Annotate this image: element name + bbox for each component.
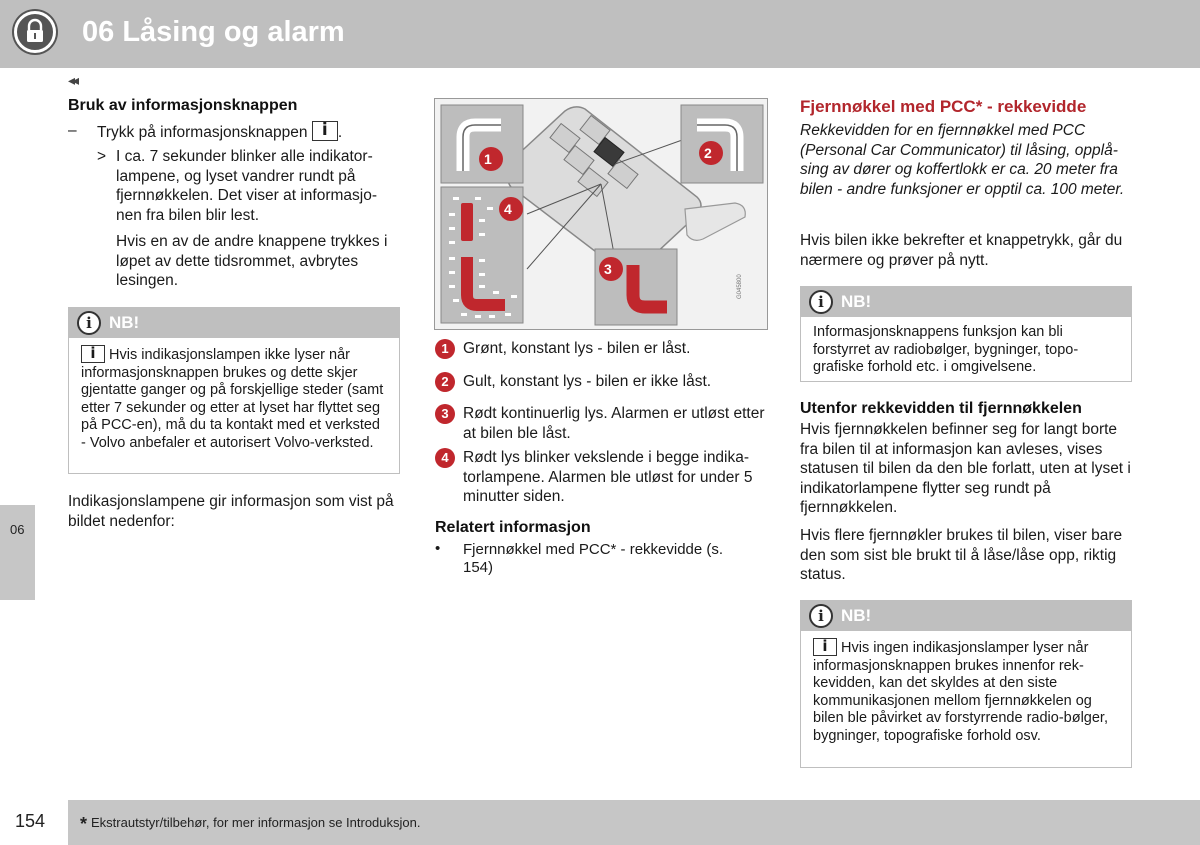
list-item-text: Grønt, konstant lys - bilen er låst. (463, 340, 691, 357)
chapter-side-tab (0, 505, 35, 600)
chapter-title: 06 Låsing og alarm (82, 16, 345, 48)
result-marker: > (97, 148, 107, 165)
related-bullet: • (435, 540, 441, 557)
callout-number: 3 (435, 404, 455, 424)
section-heading: Bruk av informasjonsknappen (68, 97, 298, 114)
page-header (0, 0, 1200, 68)
page-footer (0, 800, 1200, 845)
step-item (97, 121, 397, 143)
side-tab-label: 06 (10, 522, 25, 537)
list-item-text: Gult, konstant lys - bilen er ikke låst. (463, 373, 712, 390)
callout-number: 1 (435, 339, 455, 359)
result-text-2: Hvis en av de andre knappene trykkes i løpet av dette tidsrommet, avbrytes lesingen. (116, 233, 388, 289)
nb-note-box (800, 600, 1132, 768)
page-number: 154 (15, 811, 46, 831)
related-heading: Relatert informasjon (435, 519, 591, 536)
list-item-text: Rødt lys blinker vekslende i begge indika-torlampene. Alarmen ble utløst for under 5 minutter siden. (463, 449, 753, 505)
figure-code: G045800 (737, 274, 743, 299)
right-sub-heading: Utenfor rekkevidden til fjernnøkkelen (800, 400, 1082, 417)
list-item (435, 339, 765, 359)
nb-label: NB! (841, 292, 872, 311)
info-circle-icon: i (809, 604, 833, 628)
nb-text: Hvis indikasjonslampen ikke lyser når informasjonsknappen brukes og dette skjer gjentatte ganger og på forskjellige steder (samt etter 7 sekunder og etter at lyset har flyttet seg på PCC-en), må du ta kontakt med et verksted - Volvo anbefaler et autorisert Volvo-verksted. (81, 347, 384, 451)
nb-body (801, 631, 1131, 753)
back-arrows-icon[interactable]: ◂◂ (68, 72, 77, 88)
result-text: I ca. 7 sekunder blinker alle indikator-lampene, og lyset vandrer rundt på fjernnøkkelen. Det viser at informasjo-nen fra bilen blir lest. (116, 148, 378, 224)
step-text: Trykk på informasjonsknappen (97, 124, 308, 141)
step-end: . (337, 124, 343, 141)
right-para-2: Hvis fjernnøkkelen befinner seg for langt borte fra bilen til at informasjon kan avleses, vises statusen til bilen da den ble forlatt, uten at lyset i indikatorlampene flytter seg rundt på fjernnøkkelen. (800, 421, 1131, 516)
lock-icon (14, 11, 56, 53)
nb-note-box (68, 307, 400, 474)
nb-header (801, 601, 1131, 631)
list-item (435, 448, 765, 507)
callout-number: 4 (435, 448, 455, 468)
info-button-icon (813, 638, 837, 656)
callout-number: 2 (435, 372, 455, 392)
footnote-star: * (80, 814, 88, 834)
info-circle-icon: i (809, 290, 833, 314)
remote-key-illustration (435, 99, 767, 329)
list-item (435, 404, 765, 443)
right-section-heading: Fjernnøkkel med PCC* - rekkevidde (800, 97, 1087, 116)
right-para-3: Hvis flere fjernnøkler brukes til bilen, viser bare den som sist ble brukt til å låse/låse opp, riktig status. (800, 527, 1123, 583)
nb-body (69, 338, 399, 460)
list-item (435, 372, 765, 392)
nb-text: Informasjonsknappens funksjon kan bli forstyrret av radiobølger, bygninger, topo-grafiske forhold etc. i omgivelsene. (813, 324, 1079, 375)
nb-header (801, 287, 1131, 317)
nb-header (69, 308, 399, 338)
callout-4: 4 (504, 201, 512, 217)
callout-3: 3 (604, 261, 612, 277)
indicator-intro: Indikasjonslampene gir informasjon som vist på bildet nedenfor: (68, 493, 394, 530)
key-figure (434, 98, 768, 330)
nb-text: Hvis ingen indikasjonslamper lyser når informasjonsknappen brukes innenfor rek-kevidden, kan det skyldes at den siste kommunikasjonen mellom fjernnøkkelen og bilen ble påvirket av forstyrrende radio-bølger, bygninger, topografiske forhold osv. (813, 640, 1108, 744)
nb-label: NB! (841, 606, 872, 625)
info-button-icon (312, 121, 338, 141)
nb-label: NB! (109, 313, 140, 332)
page-number-box (0, 800, 68, 845)
footer-note (80, 814, 420, 835)
related-link[interactable]: Fjernnøkkel med PCC* - rekkevidde (s. 154) (463, 541, 724, 576)
footer-note-text: Ekstrautstyr/tilbehør, for mer informasjon se Introduksjon. (91, 815, 421, 830)
nb-note-box (800, 286, 1132, 382)
callout-2: 2 (704, 145, 712, 161)
right-intro: Rekkevidden for en fjernnøkkel med PCC (Personal Car Communicator) til låsing, opplå-sing av dører og koffertlokk er ca. 20 meter fra bilen - andre funksjoner er opptil ca. 100 meter. (800, 122, 1125, 198)
right-para-1: Hvis bilen ikke bekrefter et knappetrykk, går du nærmere og prøver på nytt. (800, 232, 1123, 269)
step-dash: – (68, 122, 77, 139)
info-circle-icon: i (77, 311, 101, 335)
info-button-icon (81, 345, 105, 363)
list-item-text: Rødt kontinuerlig lys. Alarmen er utløst etter at bilen ble låst. (463, 405, 765, 442)
callout-1: 1 (484, 151, 492, 167)
